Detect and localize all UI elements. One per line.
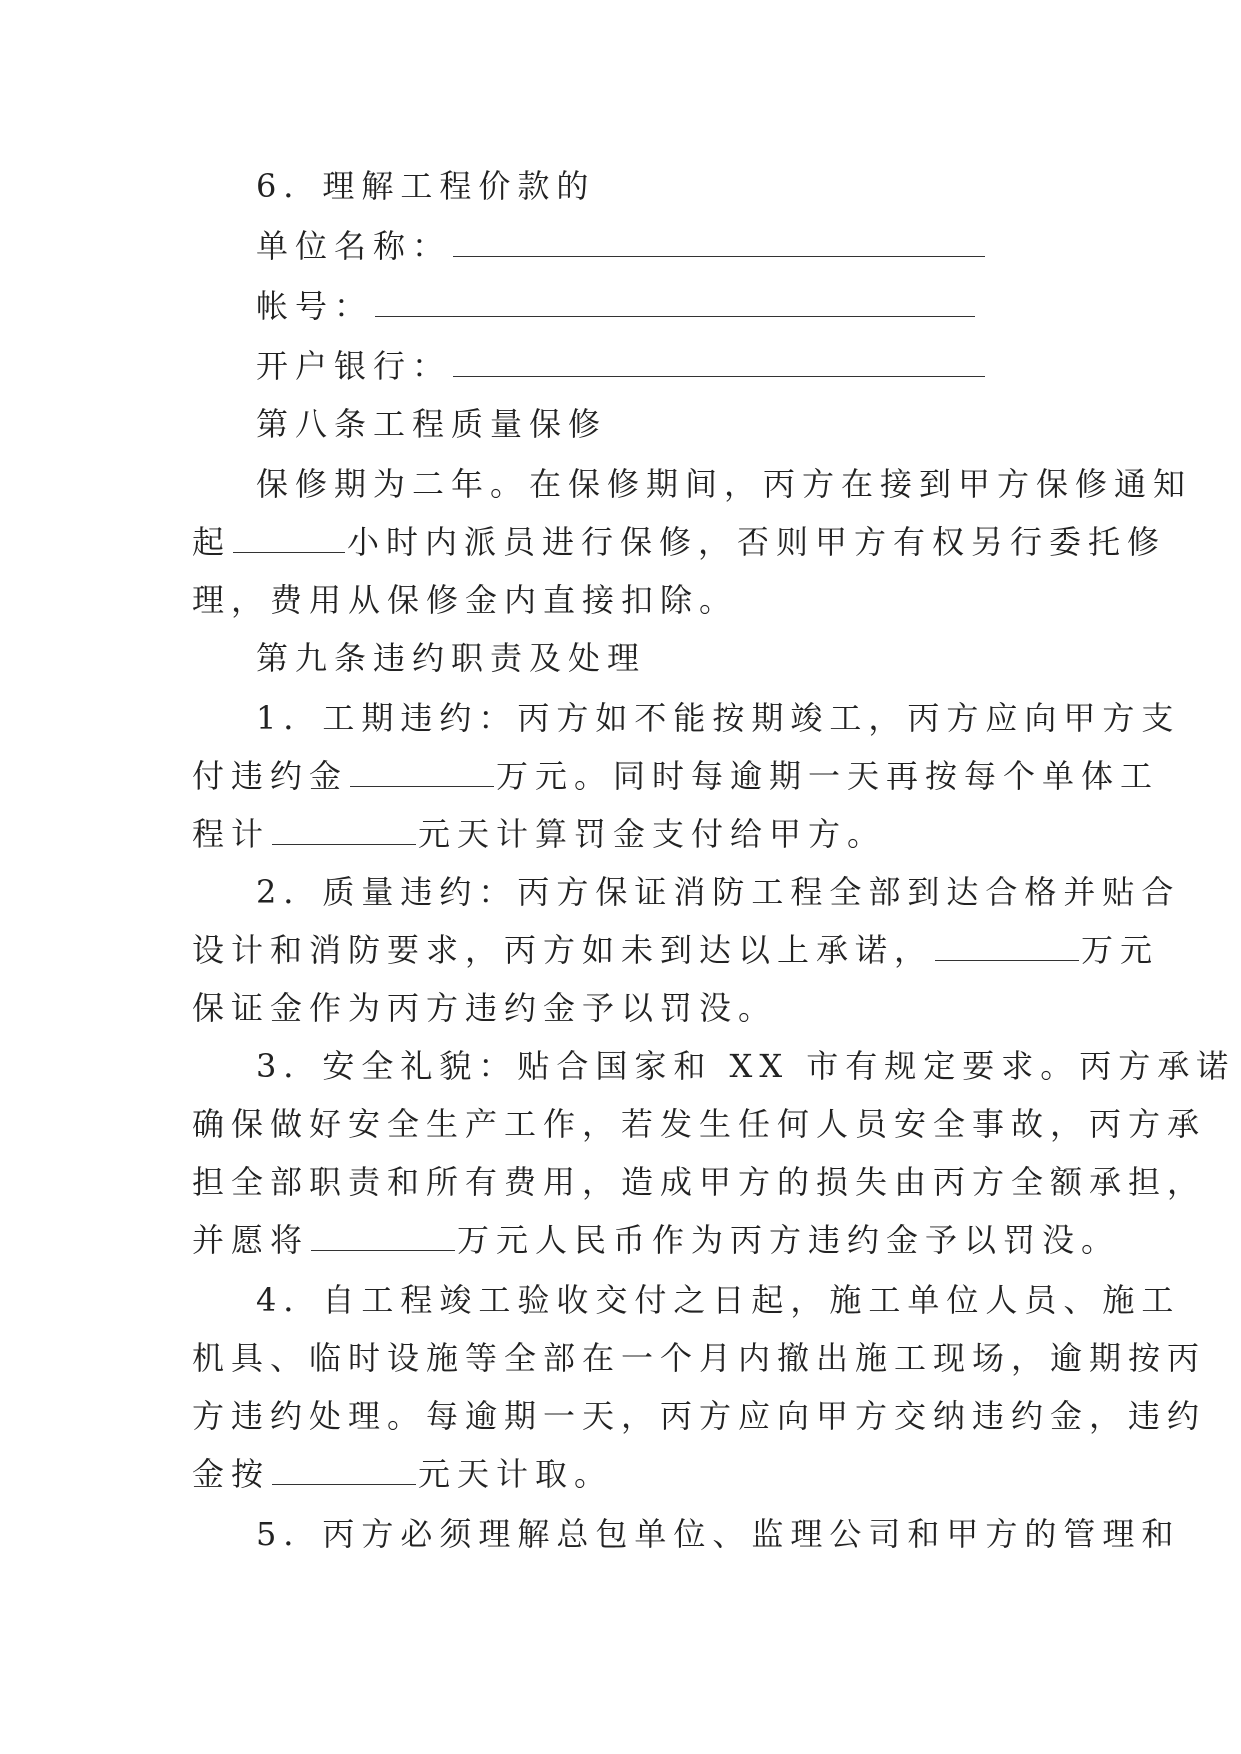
paragraph-line: 方违约处理。每逾期一天，丙方应向甲方交纳违约金，违约 [192,1397,1207,1435]
fill-in-blank[interactable] [935,930,1079,961]
field-label: 开户银行： [256,347,452,385]
paragraph-line: 保证金作为丙方违约金予以罚没。 [192,989,778,1027]
paragraph-line: 2．质量违约：丙方保证消防工程全部到达合格并贴合 [256,873,1181,911]
paragraph-line: 金按 元天计取。 [192,1455,614,1493]
fill-in-blank[interactable] [453,346,985,377]
paragraph-line: 担全部职责和所有费用，造成甲方的损失由丙方全额承担， [192,1163,1207,1201]
article-9-heading: 第九条违约职责及处理 [256,639,647,677]
paragraph-line: 4．自工程竣工验收交付之日起，施工单位人员、施工 [256,1281,1181,1319]
paragraph-line: 机具、临时设施等全部在一个月内撤出施工现场，逾期按丙 [192,1339,1207,1377]
paragraph-line: 3．安全礼貌：贴合国家和 XX 市有规定要求。丙方承诺 [256,1047,1236,1085]
paragraph-line: 程计 元天计算罚金支付给甲方。 [192,815,887,853]
fill-in-blank[interactable] [453,226,985,257]
paragraph-line: 理，费用从保修金内直接扣除。 [192,581,739,619]
field-account-number [256,286,977,326]
field-bank [256,346,987,386]
fill-in-blank[interactable] [272,1454,416,1485]
paragraph-line: 设计和消防要求，丙方如未到达以上承诺， 万元 [192,931,1160,969]
paragraph-line: 确保做好安全生产工作，若发生任何人员安全事故，丙方承 [192,1105,1207,1143]
paragraph-line: 1．工期违约：丙方如不能按期竣工，丙方应向甲方支 [256,699,1181,737]
field-label: 单位名称： [256,227,452,265]
paragraph-line: 5．丙方必须理解总包单位、监理公司和甲方的管理和 [256,1515,1181,1553]
paragraph-line: 并愿将 万元人民币作为丙方违约金予以罚没。 [192,1221,1121,1259]
clause-6-heading: 6．理解工程价款的 [256,167,596,205]
field-label: 帐号： [256,287,374,325]
paragraph-line: 起 小时内派员进行保修，否则甲方有权另行委托修 [192,523,1167,561]
paragraph-line: 保修期为二年。在保修期间，丙方在接到甲方保修通知 [256,465,1193,503]
fill-in-blank[interactable] [311,1220,455,1251]
paragraph-line: 付违约金 万元。同时每逾期一天再按每个单体工 [192,757,1160,795]
fill-in-blank[interactable] [272,814,416,845]
article-8-heading: 第八条工程质量保修 [256,405,608,443]
fill-in-blank[interactable] [375,286,975,317]
fill-in-blank[interactable] [233,522,345,553]
field-unit-name [256,226,987,266]
fill-in-blank[interactable] [350,756,494,787]
